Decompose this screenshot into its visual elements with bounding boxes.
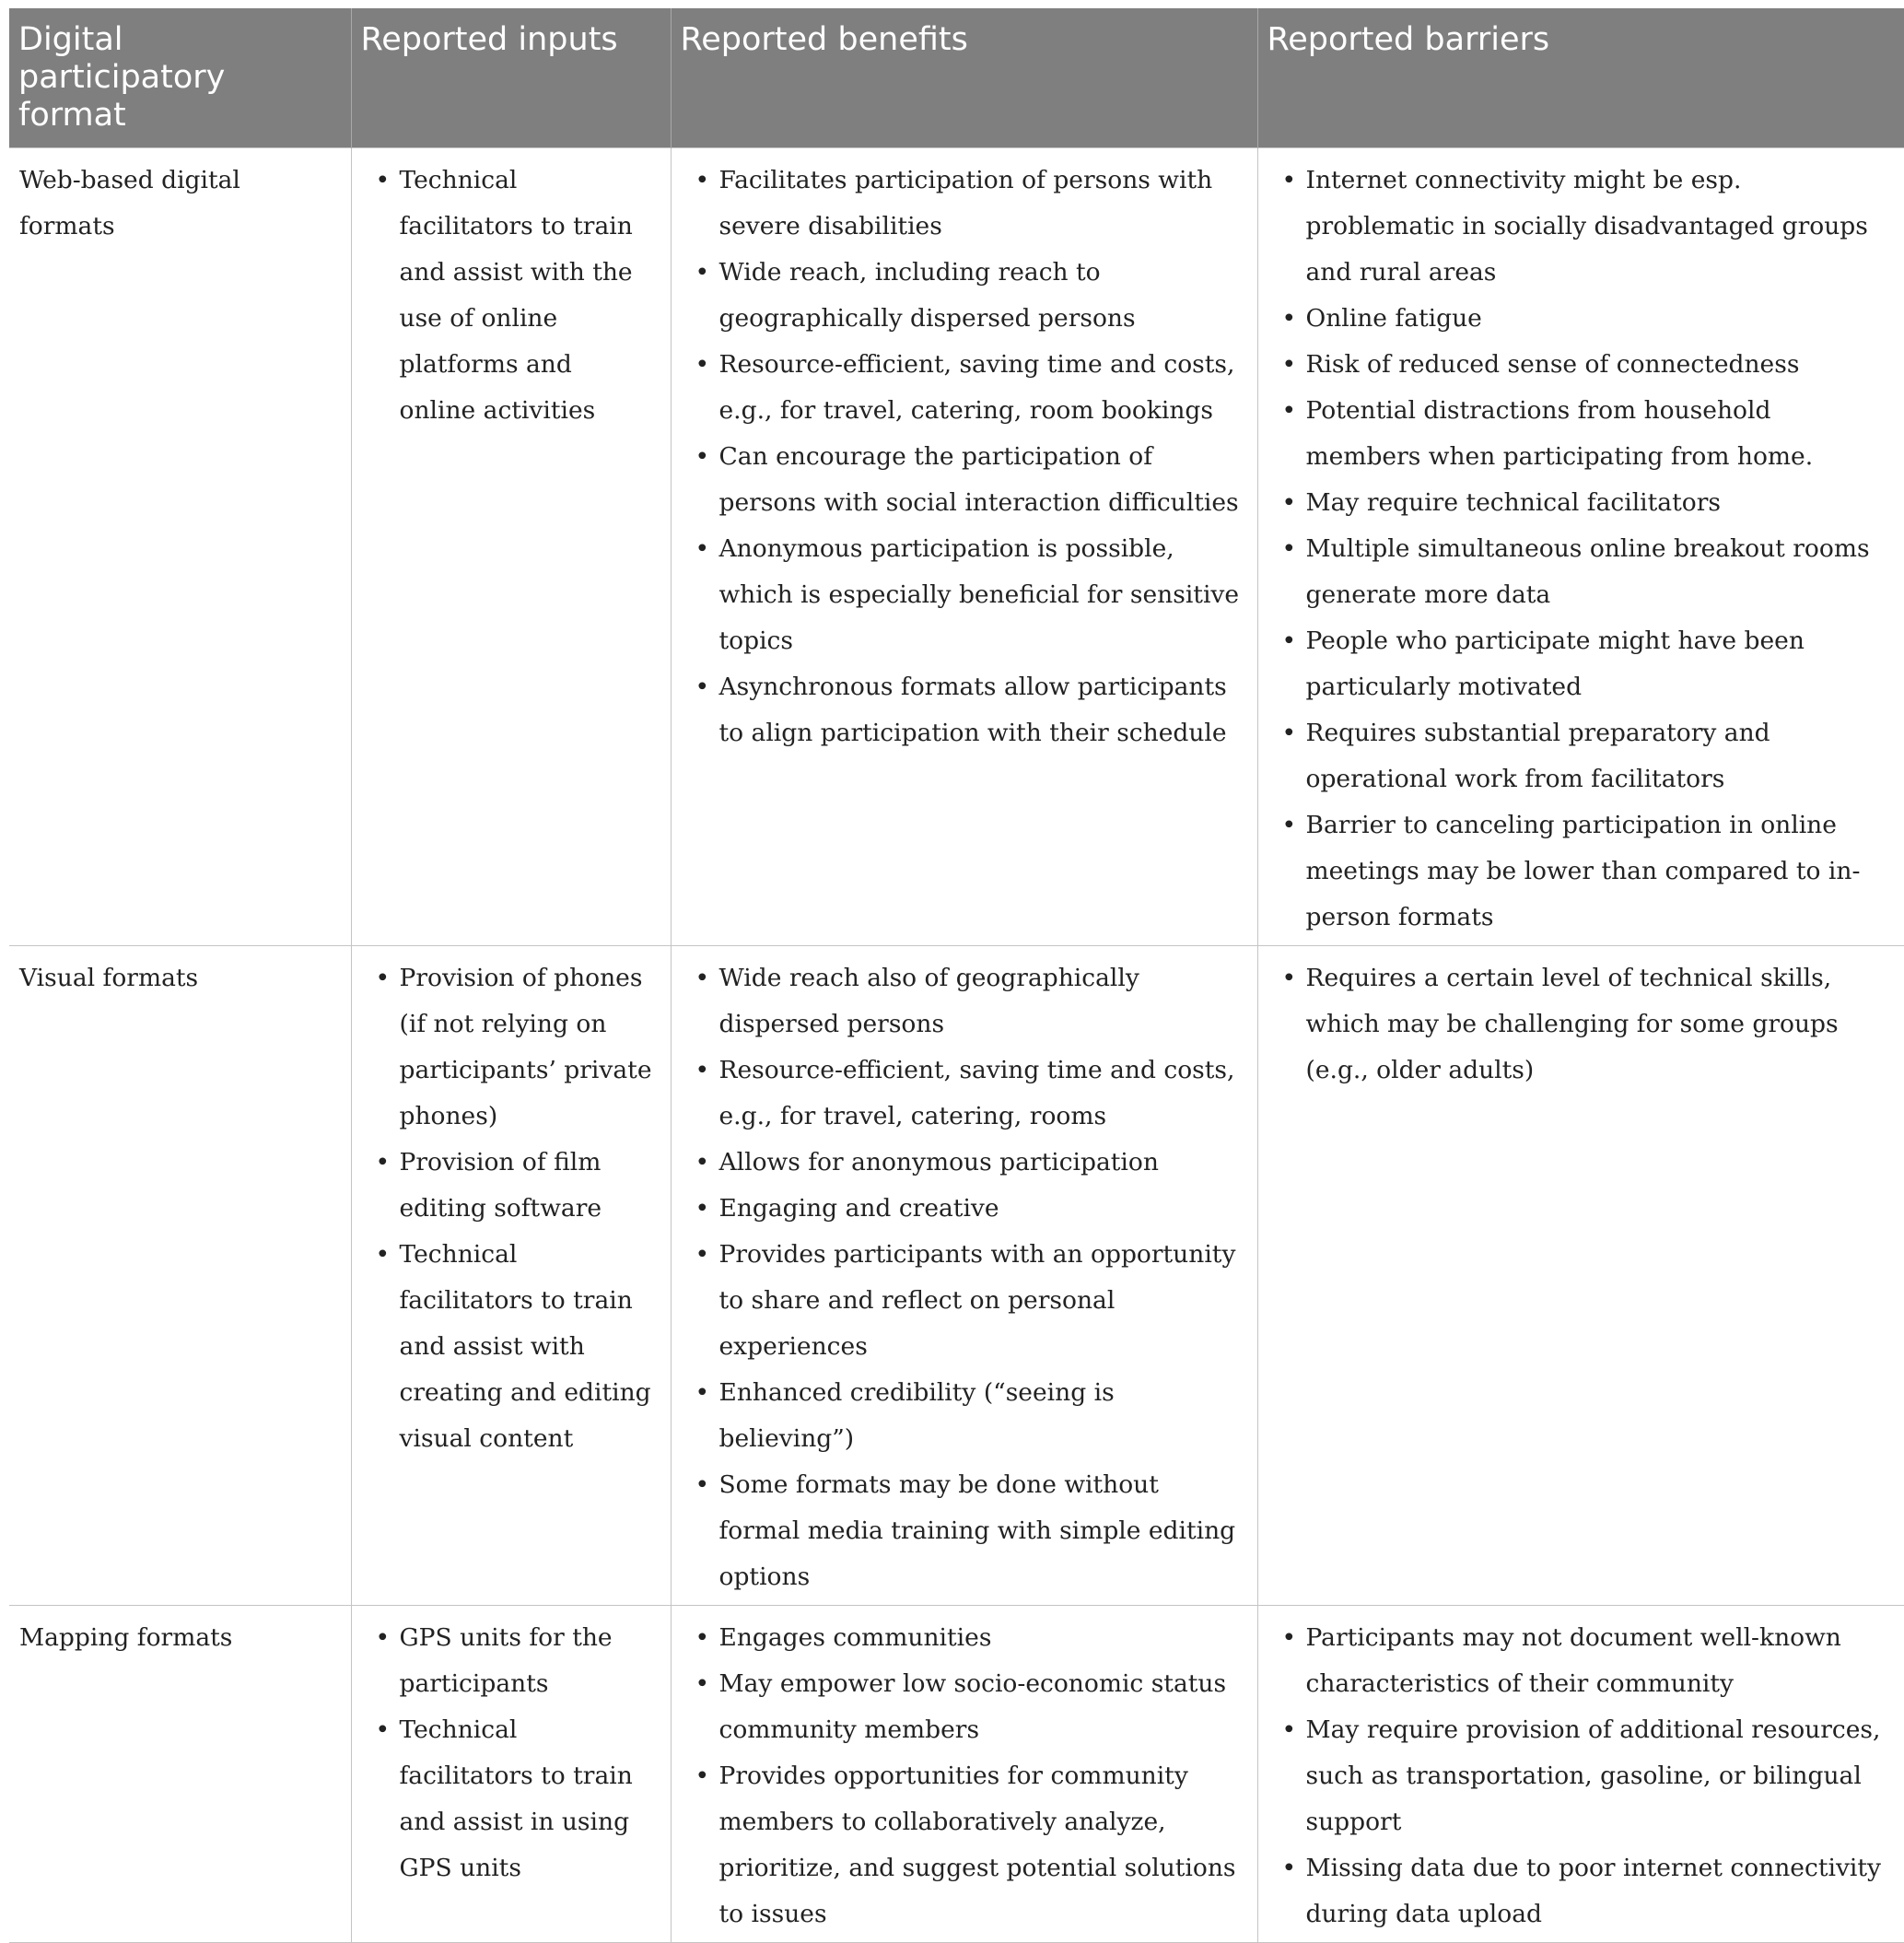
benefits-cell [671,946,1257,1606]
list-item: • Participants may not document well-known characteristics of their community [1267,1615,1890,1707]
barriers-cell [1257,1606,1904,1943]
list-item: • Resource-efficient, saving time and costs, e.g., for travel, catering, room bookings [681,342,1243,434]
barriers-cell [1257,946,1904,1606]
list-item: • Online fatigue [1267,296,1890,342]
barriers-list [1267,158,1890,941]
list-item: • Wide reach, including reach to geographically dispersed persons [681,250,1243,342]
barriers-list [1267,1615,1890,1937]
benefits-list [681,955,1243,1600]
list-item: • Provides opportunities for community members to collaboratively analyze, prioritize, and suggest potential solutions to issues [681,1753,1243,1937]
table-container [9,8,1904,1943]
benefits-list [681,1615,1243,1937]
header-inputs: Reported inputs [351,8,671,148]
list-item: • Internet connectivity might be esp. problematic in socially disadvantaged groups and rural areas [1267,158,1890,296]
barriers-list [1267,955,1890,1094]
list-item: • Engaging and creative [681,1186,1243,1232]
list-item: • Requires a certain level of technical skills, which may be challenging for some groups (e.g., older adults) [1267,955,1890,1094]
barriers-cell [1257,148,1904,946]
list-item: • Provision of film editing software [361,1140,656,1232]
table-row [9,946,1904,1606]
participatory-formats-table [9,8,1904,1943]
list-item: • Facilitates participation of persons with severe disabilities [681,158,1243,250]
list-item: • Risk of reduced sense of connectedness [1267,342,1890,388]
list-item: • Asynchronous formats allow participants to align participation with their schedule [681,664,1243,756]
list-item: • Some formats may be done without formal media training with simple editing options [681,1462,1243,1600]
table-row [9,1606,1904,1943]
list-item: • Wide reach also of geographically dispersed persons [681,955,1243,1048]
inputs-list [361,158,656,434]
list-item: • Allows for anonymous participation [681,1140,1243,1186]
table-header [9,8,1904,148]
list-item: • Can encourage the participation of persons with social interaction difficulties [681,434,1243,526]
list-item: • May require technical facilitators [1267,480,1890,526]
list-item: • Barrier to canceling participation in online meetings may be lower than compared to in-person formats [1267,802,1890,941]
list-item: • Missing data due to poor internet connectivity during data upload [1267,1845,1890,1937]
list-item: • May require provision of additional resources, such as transportation, gasoline, or bilingual support [1267,1707,1890,1845]
list-item: • Provides participants with an opportunity to share and reflect on personal experiences [681,1232,1243,1370]
list-item: • Enhanced credibility (“seeing is believing”) [681,1370,1243,1462]
inputs-cell [351,148,671,946]
list-item: • Technical facilitators to train and assist with creating and editing visual content [361,1232,656,1462]
inputs-cell [351,946,671,1606]
list-item: • People who participate might have been particularly motivated [1267,618,1890,710]
list-item: • Resource-efficient, saving time and costs, e.g., for travel, catering, rooms [681,1048,1243,1140]
list-item: • Technical facilitators to train and assist with the use of online platforms and online activities [361,158,656,434]
format-cell: Web-based digital formats [9,148,351,946]
benefits-list [681,158,1243,756]
list-item: • Engages communities [681,1615,1243,1661]
format-cell: Visual formats [9,946,351,1606]
list-item: • May empower low socio-economic status community members [681,1661,1243,1753]
list-item: • Technical facilitators to train and assist in using GPS units [361,1707,656,1891]
header-row [9,8,1904,148]
table-row [9,148,1904,946]
header-benefits: Reported benefits [671,8,1257,148]
header-format: Digital participatory format [9,8,351,148]
list-item: • Multiple simultaneous online breakout rooms generate more data [1267,526,1890,618]
format-cell: Mapping formats [9,1606,351,1943]
inputs-list [361,955,656,1462]
table-body [9,148,1904,1943]
list-item: • GPS units for the participants [361,1615,656,1707]
list-item: • Potential distractions from household members when participating from home. [1267,388,1890,480]
header-barriers: Reported barriers [1257,8,1904,148]
list-item: • Requires substantial preparatory and operational work from facilitators [1267,710,1890,802]
benefits-cell [671,1606,1257,1943]
benefits-cell [671,148,1257,946]
inputs-cell [351,1606,671,1943]
inputs-list [361,1615,656,1891]
list-item: • Provision of phones (if not relying on participants’ private phones) [361,955,656,1140]
list-item: • Anonymous participation is possible, which is especially beneficial for sensitive topics [681,526,1243,664]
